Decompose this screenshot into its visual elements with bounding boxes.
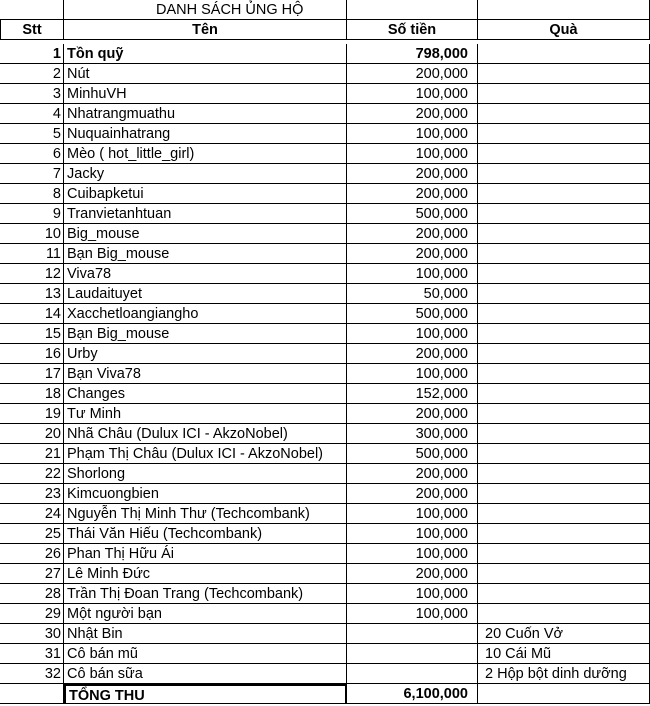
row-name[interactable]: MinhuVH [64, 84, 347, 104]
row-gift[interactable] [478, 64, 650, 84]
row-stt[interactable]: 28 [0, 584, 64, 604]
header-name[interactable]: Tên [64, 20, 347, 40]
table-row [0, 164, 650, 184]
row-amount[interactable]: 200,000 [347, 104, 478, 124]
table-row [0, 504, 650, 524]
row-stt[interactable]: 13 [0, 284, 64, 304]
row-amount[interactable]: 200,000 [347, 244, 478, 264]
row-stt[interactable]: 2 [0, 64, 64, 84]
total-label[interactable]: TỔNG THU [64, 684, 347, 704]
row-amount[interactable]: 200,000 [347, 184, 478, 204]
row-amount[interactable]: 100,000 [347, 504, 478, 524]
row-stt[interactable]: 10 [0, 224, 64, 244]
row-name[interactable]: Cô bán sữa [64, 664, 347, 684]
row-gift[interactable] [478, 244, 650, 264]
title-stt-cell[interactable] [0, 0, 64, 20]
row-stt[interactable]: 21 [0, 444, 64, 464]
row-amount[interactable] [347, 624, 478, 644]
row-stt[interactable]: 30 [0, 624, 64, 644]
row-amount[interactable]: 100,000 [347, 144, 478, 164]
table-row [0, 244, 650, 264]
row-stt[interactable]: 16 [0, 344, 64, 364]
row-stt[interactable]: 26 [0, 544, 64, 564]
row-name[interactable]: Nguyễn Thị Minh Thư (Techcombank) [64, 504, 347, 524]
row-gift[interactable]: 10 Cái Mũ [478, 644, 650, 664]
table-row [0, 384, 650, 404]
row-gift[interactable] [478, 504, 650, 524]
row-stt[interactable]: 25 [0, 524, 64, 544]
total-stt-cell[interactable] [0, 684, 64, 704]
table-row [0, 544, 650, 564]
row-name[interactable]: Tư Minh [64, 404, 347, 424]
row-name[interactable]: Mèo ( hot_little_girl) [64, 144, 347, 164]
row-name[interactable]: Urby [64, 344, 347, 364]
row-gift[interactable] [478, 204, 650, 224]
row-amount[interactable]: 100,000 [347, 584, 478, 604]
row-stt[interactable]: 8 [0, 184, 64, 204]
row-stt[interactable]: 7 [0, 164, 64, 184]
table-row [0, 264, 650, 284]
row-stt[interactable]: 4 [0, 104, 64, 124]
row-amount[interactable]: 200,000 [347, 344, 478, 364]
row-amount[interactable]: 100,000 [347, 264, 478, 284]
row-stt[interactable]: 27 [0, 564, 64, 584]
table-row [0, 84, 650, 104]
row-gift[interactable] [478, 224, 650, 244]
row-name[interactable]: Bạn Viva78 [64, 364, 347, 384]
row-name[interactable]: Tranvietanhtuan [64, 204, 347, 224]
table-row [0, 404, 650, 424]
table-row [0, 644, 650, 664]
row-stt[interactable]: 19 [0, 404, 64, 424]
table-row [0, 44, 650, 64]
row-gift[interactable] [478, 184, 650, 204]
title-money-cell[interactable] [347, 0, 478, 20]
row-amount[interactable]: 100,000 [347, 524, 478, 544]
row-name[interactable]: Jacky [64, 164, 347, 184]
table-row [0, 524, 650, 544]
row-gift[interactable] [478, 324, 650, 344]
row-name[interactable]: Phạm Thị Châu (Dulux ICI - AkzoNobel) [64, 444, 347, 464]
row-gift[interactable] [478, 84, 650, 104]
row-stt[interactable]: 24 [0, 504, 64, 524]
table-row [0, 344, 650, 364]
row-name[interactable]: Laudaituyet [64, 284, 347, 304]
header-row [0, 20, 650, 40]
table-row [0, 304, 650, 324]
row-stt[interactable]: 11 [0, 244, 64, 264]
header-stt[interactable]: Stt [0, 20, 64, 40]
row-amount[interactable]: 100,000 [347, 84, 478, 104]
row-gift[interactable] [478, 164, 650, 184]
row-gift[interactable] [478, 264, 650, 284]
row-amount[interactable] [347, 644, 478, 664]
row-gift[interactable] [478, 424, 650, 444]
row-gift[interactable] [478, 104, 650, 124]
row-gift[interactable] [478, 384, 650, 404]
row-name[interactable]: Lê Minh Đức [64, 564, 347, 584]
table-row [0, 484, 650, 504]
total-amount[interactable]: 6,100,000 [347, 684, 478, 704]
row-name[interactable]: Cô bán mũ [64, 644, 347, 664]
title-row [0, 0, 650, 20]
table-row [0, 444, 650, 464]
row-gift[interactable] [478, 364, 650, 384]
row-name[interactable]: Trần Thị Đoan Trang (Techcombank) [64, 584, 347, 604]
table-row [0, 604, 650, 624]
row-stt[interactable]: 23 [0, 484, 64, 504]
row-name[interactable]: Một người bạn [64, 604, 347, 624]
table-row [0, 664, 650, 684]
row-stt[interactable]: 20 [0, 424, 64, 444]
row-name[interactable]: Nhật Bin [64, 624, 347, 644]
row-gift[interactable] [478, 564, 650, 584]
title-cell[interactable] [64, 0, 347, 20]
row-gift[interactable] [478, 144, 650, 164]
row-name[interactable]: Cuibapketui [64, 184, 347, 204]
row-name[interactable]: Nhã Châu (Dulux ICI - AkzoNobel) [64, 424, 347, 444]
row-amount[interactable] [347, 664, 478, 684]
row-gift[interactable]: 2 Hộp bột dinh dưỡng [478, 664, 650, 684]
row-stt[interactable]: 14 [0, 304, 64, 324]
row-stt[interactable]: 29 [0, 604, 64, 624]
row-amount[interactable]: 500,000 [347, 204, 478, 224]
table-row [0, 424, 650, 444]
row-amount[interactable]: 200,000 [347, 464, 478, 484]
sheet-title: DANH SÁCH ỦNG HỘ [156, 2, 304, 18]
row-amount[interactable]: 100,000 [347, 324, 478, 344]
row-amount[interactable]: 152,000 [347, 384, 478, 404]
row-amount[interactable]: 200,000 [347, 64, 478, 84]
row-amount[interactable]: 200,000 [347, 224, 478, 244]
header-amount[interactable]: Số tiền [347, 20, 478, 40]
table-row [0, 184, 650, 204]
title-gift-cell[interactable] [478, 0, 650, 20]
table-row [0, 624, 650, 644]
table-row [0, 324, 650, 344]
row-gift[interactable] [478, 344, 650, 364]
row-gift[interactable] [478, 404, 650, 424]
row-amount[interactable]: 200,000 [347, 564, 478, 584]
row-name[interactable]: Phan Thị Hữu Ái [64, 544, 347, 564]
row-amount[interactable]: 100,000 [347, 604, 478, 624]
row-amount[interactable]: 500,000 [347, 304, 478, 324]
table-row [0, 464, 650, 484]
table-row [0, 364, 650, 384]
row-gift[interactable] [478, 604, 650, 624]
row-gift[interactable] [478, 304, 650, 324]
header-gift[interactable]: Quà [478, 20, 650, 40]
row-amount[interactable]: 500,000 [347, 444, 478, 464]
row-name[interactable]: Thái Văn Hiếu (Techcombank) [64, 524, 347, 544]
row-name[interactable]: Changes [64, 384, 347, 404]
table-row [0, 224, 650, 244]
total-gift-cell[interactable] [478, 684, 650, 704]
row-name[interactable]: Nuquainhatrang [64, 124, 347, 144]
row-amount[interactable]: 200,000 [347, 404, 478, 424]
row-amount[interactable]: 100,000 [347, 544, 478, 564]
table-row [0, 104, 650, 124]
total-row [0, 684, 650, 704]
row-gift[interactable] [478, 464, 650, 484]
row-name[interactable]: Nhatrangmuathu [64, 104, 347, 124]
table-row [0, 284, 650, 304]
row-amount[interactable]: 200,000 [347, 484, 478, 504]
row-gift[interactable] [478, 444, 650, 464]
table-row [0, 584, 650, 604]
row-name[interactable]: Big_mouse [64, 224, 347, 244]
row-gift[interactable] [478, 284, 650, 304]
row-amount[interactable]: 100,000 [347, 364, 478, 384]
row-stt[interactable]: 32 [0, 664, 64, 684]
row-stt[interactable]: 1 [0, 44, 64, 64]
row-amount[interactable]: 300,000 [347, 424, 478, 444]
row-name[interactable]: Bạn Big_mouse [64, 324, 347, 344]
row-gift[interactable] [478, 544, 650, 564]
row-name[interactable]: Nút [64, 64, 347, 84]
row-stt[interactable]: 12 [0, 264, 64, 284]
row-name[interactable]: Kimcuongbien [64, 484, 347, 504]
row-gift[interactable] [478, 44, 650, 64]
row-amount[interactable]: 50,000 [347, 284, 478, 304]
row-stt[interactable]: 18 [0, 384, 64, 404]
row-name[interactable]: Tồn quỹ [64, 44, 347, 64]
row-stt[interactable]: 5 [0, 124, 64, 144]
table-row [0, 144, 650, 164]
table-row [0, 124, 650, 144]
row-amount[interactable]: 100,000 [347, 124, 478, 144]
table-row [0, 564, 650, 584]
table-row [0, 64, 650, 84]
row-name[interactable]: Shorlong [64, 464, 347, 484]
row-name[interactable]: Viva78 [64, 264, 347, 284]
row-stt[interactable]: 3 [0, 84, 64, 104]
row-stt[interactable]: 15 [0, 324, 64, 344]
row-stt[interactable]: 9 [0, 204, 64, 224]
row-gift[interactable] [478, 524, 650, 544]
row-stt[interactable]: 31 [0, 644, 64, 664]
row-stt[interactable]: 17 [0, 364, 64, 384]
table-row [0, 204, 650, 224]
row-amount[interactable]: 200,000 [347, 164, 478, 184]
row-gift[interactable] [478, 584, 650, 604]
row-name[interactable]: Bạn Big_mouse [64, 244, 347, 264]
row-gift[interactable] [478, 484, 650, 504]
row-name[interactable]: Xacchetloangiangho [64, 304, 347, 324]
row-stt[interactable]: 22 [0, 464, 64, 484]
row-gift[interactable]: 20 Cuốn Vở [478, 624, 650, 644]
row-amount[interactable]: 798,000 [347, 44, 478, 64]
row-stt[interactable]: 6 [0, 144, 64, 164]
row-gift[interactable] [478, 124, 650, 144]
